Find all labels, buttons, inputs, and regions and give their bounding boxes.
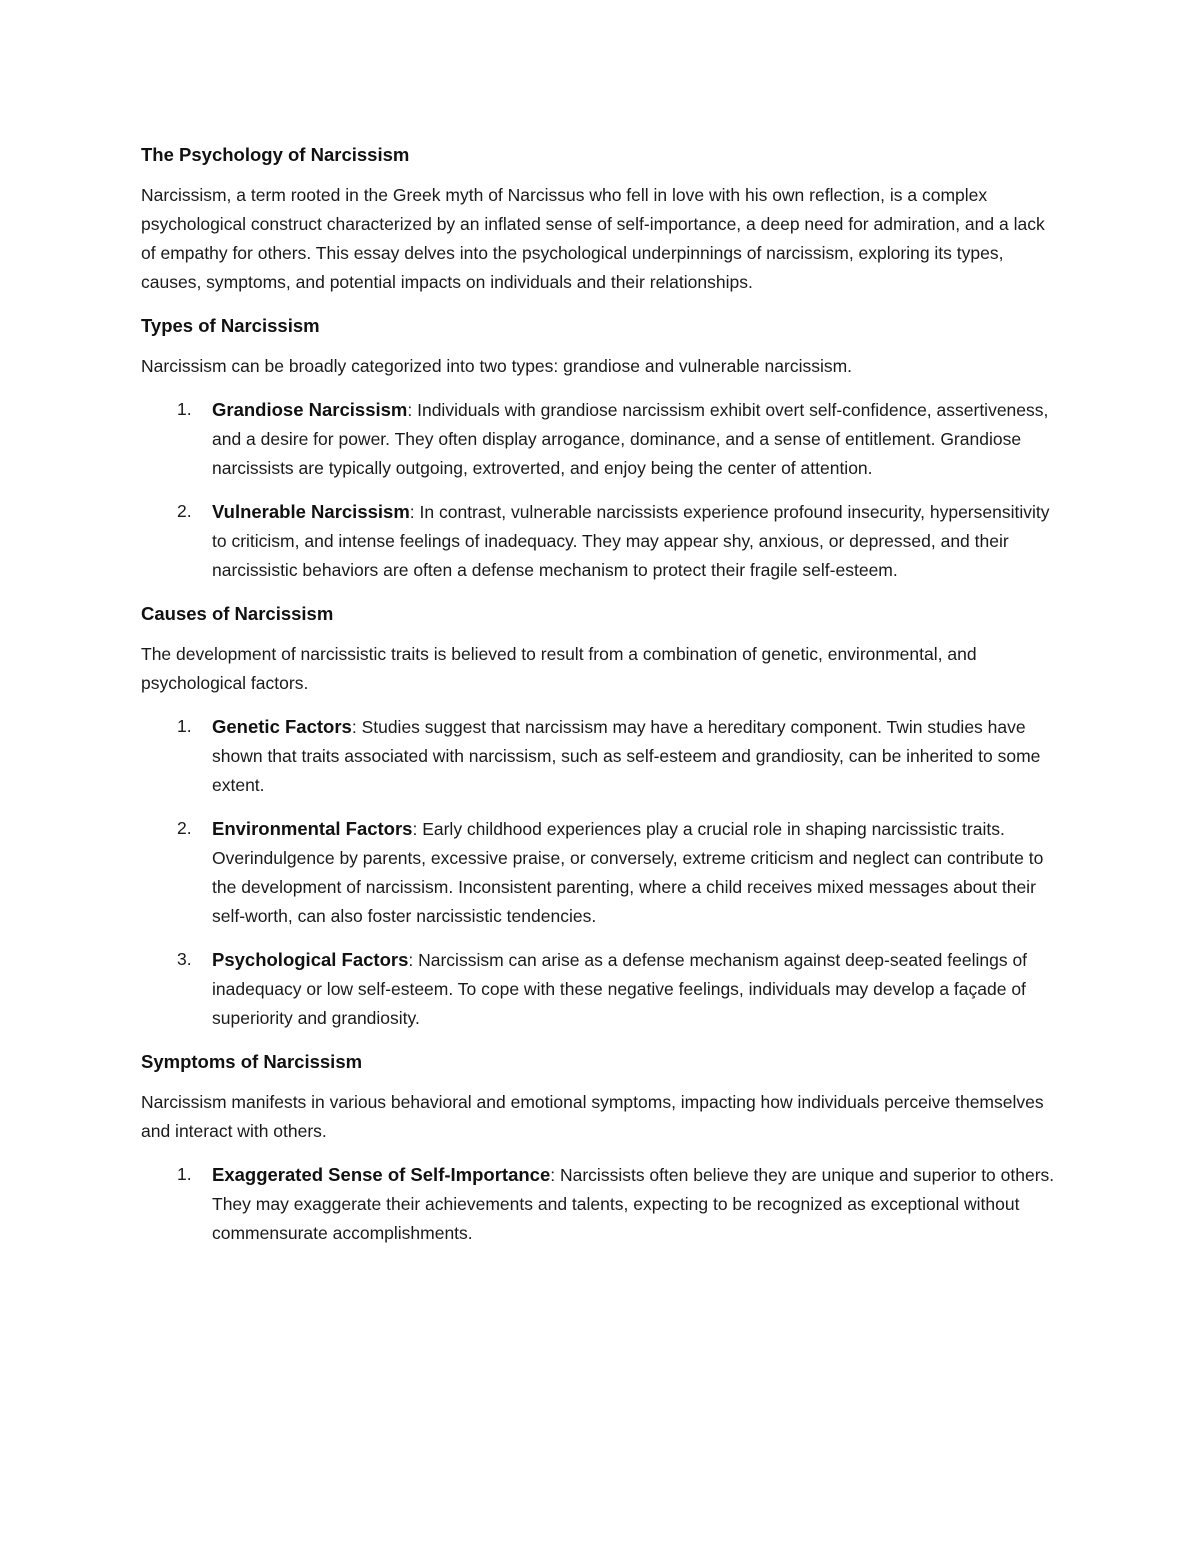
list-item [141, 945, 1061, 1033]
list-item-term: Psychological Factors [212, 949, 409, 970]
list-item [141, 1160, 1061, 1248]
term-colon: : [409, 502, 420, 522]
document-body [141, 140, 1061, 1262]
list-item-text: Studies suggest that narcissism may have a hereditary component. Twin studies have shown that traits associated with narcissism, such as self-esteem and grandiosity, can be inherited to some extent. [212, 717, 1041, 795]
causes-intro-paragraph: The development of narcissistic traits is believed to result from a combination of genetic, environmental, and psychological factors. [141, 644, 977, 693]
section-heading-symptoms: Symptoms of Narcissism [141, 1051, 363, 1072]
list-item-text: Early childhood experiences play a crucial role in shaping narcissistic traits. Overindulgence by parents, excessive praise, or conversely, extreme criticism and neglect can contribute to the development of narcissism. Inconsistent parenting, where a child receives mixed messages about their self-worth, can also foster narcissistic tendencies. [212, 819, 1044, 926]
list-item [141, 814, 1061, 931]
list-item [141, 712, 1061, 800]
list-item-text: Narcissism can arise as a defense mechanism against deep-seated feelings of inadequacy or low self-esteem. To cope with these negative feelings, individuals may develop a façade of superiority and grandiosity. [212, 950, 1028, 1028]
list-item-text: Individuals with grandiose narcissism exhibit overt self-confidence, assertiveness, and a desire for power. They often display arrogance, dominance, and a sense of entitlement. Grandiose narcissists are typically outgoing, extroverted, and enjoy being the center of attention. [212, 400, 1049, 478]
term-colon: : [412, 819, 423, 839]
list-item-term: Genetic Factors [212, 716, 352, 737]
causes-list [141, 712, 1061, 1033]
section-heading-types: Types of Narcissism [141, 315, 320, 336]
list-item-number: 3. [177, 949, 192, 969]
term-colon: : [407, 400, 418, 420]
list-item [141, 395, 1061, 483]
list-item-text: Narcissists often believe they are unique and superior to others. They may exaggerate their achievements and talents, expecting to be recognized as exceptional without commensurate accomplishments. [212, 1165, 1055, 1243]
list-item [141, 497, 1061, 585]
list-item-number: 1. [177, 399, 192, 419]
list-item-term: Environmental Factors [212, 818, 413, 839]
section-heading-causes: Causes of Narcissism [141, 603, 334, 624]
list-item-number: 2. [177, 818, 192, 838]
intro-paragraph: Narcissism, a term rooted in the Greek myth of Narcissus who fell in love with his own reflection, is a complex psychological construct characterized by an inflated sense of self-importance, a deep need for admiration, and a lack of empathy for others. This essay delves into the psychological underpinnings of narcissism, exploring its types, causes, symptoms, and potential impacts on individuals and their relationships. [141, 185, 1045, 292]
symptoms-list [141, 1160, 1061, 1248]
list-item-number: 1. [177, 716, 192, 736]
types-intro-paragraph: Narcissism can be broadly categorized into two types: grandiose and vulnerable narcissism. [141, 356, 853, 376]
symptoms-intro-paragraph: Narcissism manifests in various behavioral and emotional symptoms, impacting how individuals perceive themselves and interact with others. [141, 1092, 1044, 1141]
term-colon: : [408, 950, 419, 970]
list-item-term: Vulnerable Narcissism [212, 501, 410, 522]
types-list [141, 395, 1061, 585]
list-item-text: In contrast, vulnerable narcissists experience profound insecurity, hypersensitivity to criticism, and intense feelings of inadequacy. They may appear shy, anxious, or depressed, and their narcissistic behaviors are often a defense mechanism to protect their fragile self-esteem. [212, 502, 1050, 580]
list-item-term: Exaggerated Sense of Self-Importance [212, 1164, 551, 1185]
document-title: The Psychology of Narcissism [141, 144, 410, 165]
term-colon: : [351, 717, 362, 737]
list-item-number: 2. [177, 501, 192, 521]
term-colon: : [550, 1165, 560, 1185]
list-item-term: Grandiose Narcissism [212, 399, 408, 420]
list-item-number: 1. [177, 1164, 192, 1184]
